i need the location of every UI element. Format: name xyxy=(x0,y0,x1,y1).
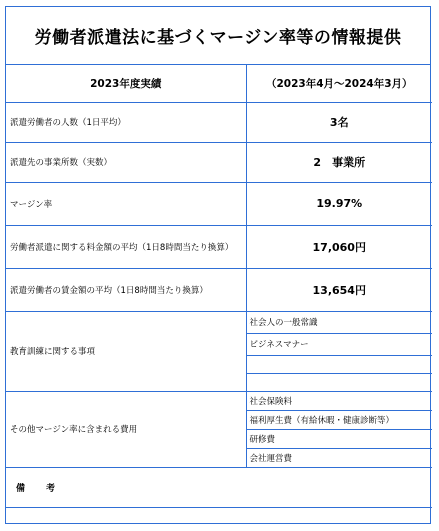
row-label: 労働者派遣に関する料金額の平均（1日8時間当たり換算） xyxy=(6,225,246,268)
header-year: 2023年度実績 xyxy=(6,65,246,102)
row-label: 派遣先の事業所数（実数） xyxy=(6,142,246,182)
row-value: 13,654円 xyxy=(246,268,432,311)
row-value: 3名 xyxy=(246,102,432,142)
table-row xyxy=(6,268,432,311)
info-sheet xyxy=(5,6,431,524)
other-costs-item: 会社運営費 xyxy=(246,448,432,467)
other-costs-item: 福利厚生費（有給休暇・健康診断等） xyxy=(246,410,432,429)
info-table xyxy=(6,65,432,508)
other-costs-item: 社会保険料 xyxy=(246,391,432,410)
remarks-row xyxy=(6,467,432,507)
header-period: （2023年4月～2024年3月） xyxy=(246,65,432,102)
table-row xyxy=(6,182,432,225)
row-label: マージン率 xyxy=(6,182,246,225)
other-costs-label: その他マージン率に含まれる費用 xyxy=(6,391,246,467)
education-item xyxy=(246,355,432,373)
page-title: 労働者派遣法に基づくマージン率等の情報提供 xyxy=(6,7,430,65)
education-item: 社会人の一般常識 xyxy=(246,311,432,333)
header-row xyxy=(6,65,432,102)
row-value: 2 事業所 xyxy=(246,142,432,182)
row-value: 19.97% xyxy=(246,182,432,225)
table-row xyxy=(6,142,432,182)
table-row xyxy=(6,225,432,268)
row-value: 17,060円 xyxy=(246,225,432,268)
other-costs-item: 研修費 xyxy=(246,429,432,448)
table-row xyxy=(6,102,432,142)
other-costs-row xyxy=(6,391,432,410)
remarks-label: 備 考 xyxy=(6,467,432,507)
education-item xyxy=(246,373,432,391)
row-label: 派遣労働者の人数（1日平均） xyxy=(6,102,246,142)
education-item: ビジネスマナー xyxy=(246,333,432,355)
row-label: 派遣労働者の賃金額の平均（1日8時間当たり換算） xyxy=(6,268,246,311)
education-label: 教育訓練に関する事項 xyxy=(6,311,246,391)
education-row xyxy=(6,311,432,333)
